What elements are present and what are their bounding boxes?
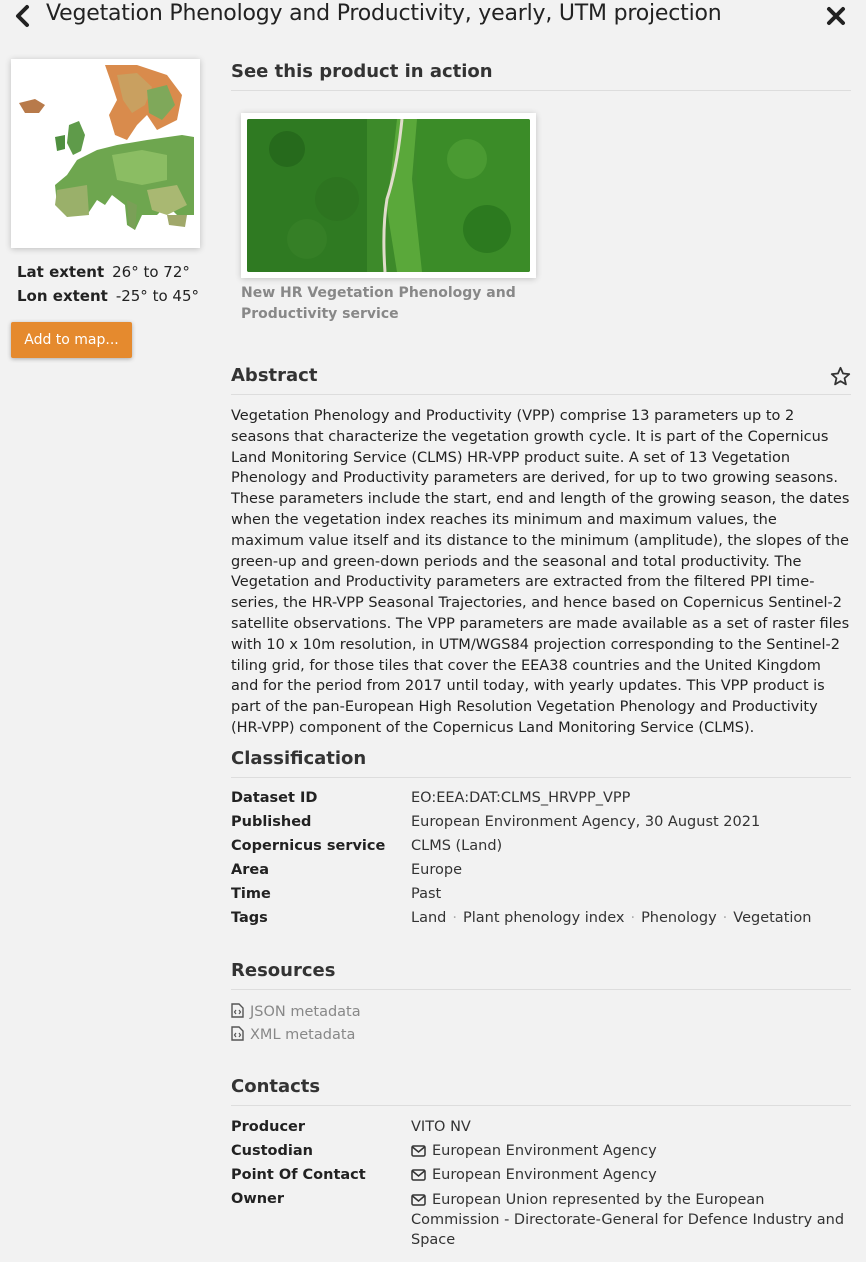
tags-label: Tags (231, 910, 268, 926)
custodian-value: European Environment Agency (432, 1143, 657, 1159)
time-value: Past (411, 886, 442, 902)
custodian-label: Custodian (231, 1143, 313, 1159)
back-icon[interactable] (12, 4, 34, 28)
envelope-icon (411, 1145, 426, 1157)
producer-label: Producer (231, 1119, 306, 1135)
envelope-icon (411, 1194, 426, 1206)
tag-separator: · (722, 910, 728, 926)
page-title: Vegetation Phenology and Productivity, yearly, UTM projection (46, 1, 722, 26)
contacts-heading: Contacts (231, 1076, 851, 1106)
abstract-text: Vegetation Phenology and Productivity (VPP) comprise 13 parameters up to 2 seasons that characterize the vegetation growth cycle. It is part of the Copernicus Land Monitoring Service (CLMS) HR-VPP product suite. A set of 13 Vegetation Phenology and Productivity parameters are derived, for up to two growing seasons. These parameters include the start, end and length of the growing season, the dates when the vegetation index reaches its minimum and maximum values, the maximum value itself and its distance to the minimum (amplitude), the slopes of the green-up and green-down periods and the seasonal and total productivity. The Vegetation and Productivity parameters are extracted from the filtered PPI time-series, the HR-VPP Seasonal Trajectories, and hence based on Copernicus Sentinel-2 satellite observations. The VPP parameters are made available as a set of raster files with 10 x 10m resolution, in UTM/WGS84 projection corresponding to the Sentinel-2 tiling grid, for those tiles that cover the EEA38 countries and the United Kingdom and for the period from 2017 until today, with yearly updates. This VPP product is part of the pan-European High Resolution Vegetation Phenology and Productivity (HR-VPP) component of the Copernicus Land Monitoring Service (CLMS). (231, 408, 850, 736)
owner-label: Owner (231, 1191, 285, 1207)
envelope-icon (411, 1169, 426, 1181)
tag-separator: · (630, 910, 636, 926)
json-metadata-link[interactable] (231, 1003, 361, 1020)
product-thumbnail-card (11, 59, 200, 248)
classification-heading: Classification (231, 748, 851, 778)
lat-extent (17, 263, 190, 281)
star-outline-icon[interactable] (830, 366, 851, 387)
in-action-card[interactable] (241, 113, 536, 278)
area-value: Europe (411, 862, 462, 878)
owner-value: European Union represented by the European Commission - Directorate-General for Defence Industry and Space (411, 1192, 845, 1248)
header-bar (0, 0, 866, 36)
json-metadata-label: JSON metadata (250, 1004, 361, 1020)
tags-list (411, 910, 851, 926)
tag[interactable]: Plant phenology index (462, 910, 625, 926)
resources-heading: Resources (231, 960, 851, 990)
published-value: European Environment Agency, 30 August 2021 (411, 814, 761, 830)
lon-extent-label: Lon extent (17, 287, 108, 305)
abstract-heading: Abstract (231, 365, 851, 395)
lon-extent (17, 287, 199, 305)
poc-link[interactable] (411, 1167, 851, 1183)
published-label: Published (231, 814, 312, 830)
in-action-caption[interactable]: New HR Vegetation Phenology and Productivity service (241, 285, 516, 322)
file-code-icon (231, 1026, 244, 1041)
forest-aerial-image (247, 119, 530, 272)
close-icon[interactable] (824, 4, 848, 28)
tag[interactable]: Land (411, 910, 447, 926)
service-label: Copernicus service (231, 838, 386, 854)
dataset-id-label: Dataset ID (231, 790, 318, 806)
area-label: Area (231, 862, 269, 878)
tag[interactable]: Vegetation (733, 910, 812, 926)
lon-extent-value: -25° to 45° (115, 287, 199, 305)
file-code-icon (231, 1003, 244, 1018)
in-action-heading: See this product in action (231, 61, 851, 91)
xml-metadata-link[interactable] (231, 1026, 355, 1043)
service-value: CLMS (Land) (411, 838, 503, 854)
dataset-id-value: EO:EEA:DAT:CLMS_HRVPP_VPP (411, 790, 631, 806)
lat-extent-label: Lat extent (17, 263, 105, 281)
time-label: Time (231, 886, 271, 902)
poc-value: European Environment Agency (432, 1167, 657, 1183)
add-to-map-button[interactable]: Add to map... (11, 322, 132, 358)
tag[interactable]: Phenology (641, 910, 717, 926)
tag-separator: · (452, 910, 457, 926)
producer-value: VITO NV (411, 1119, 471, 1135)
owner-link[interactable] (411, 1190, 851, 1250)
lat-extent-value: 26° to 72° (112, 263, 190, 281)
custodian-link[interactable] (411, 1143, 851, 1159)
xml-metadata-label: XML metadata (250, 1027, 356, 1043)
poc-label: Point Of Contact (231, 1167, 366, 1183)
europe-map-thumbnail (17, 65, 194, 242)
